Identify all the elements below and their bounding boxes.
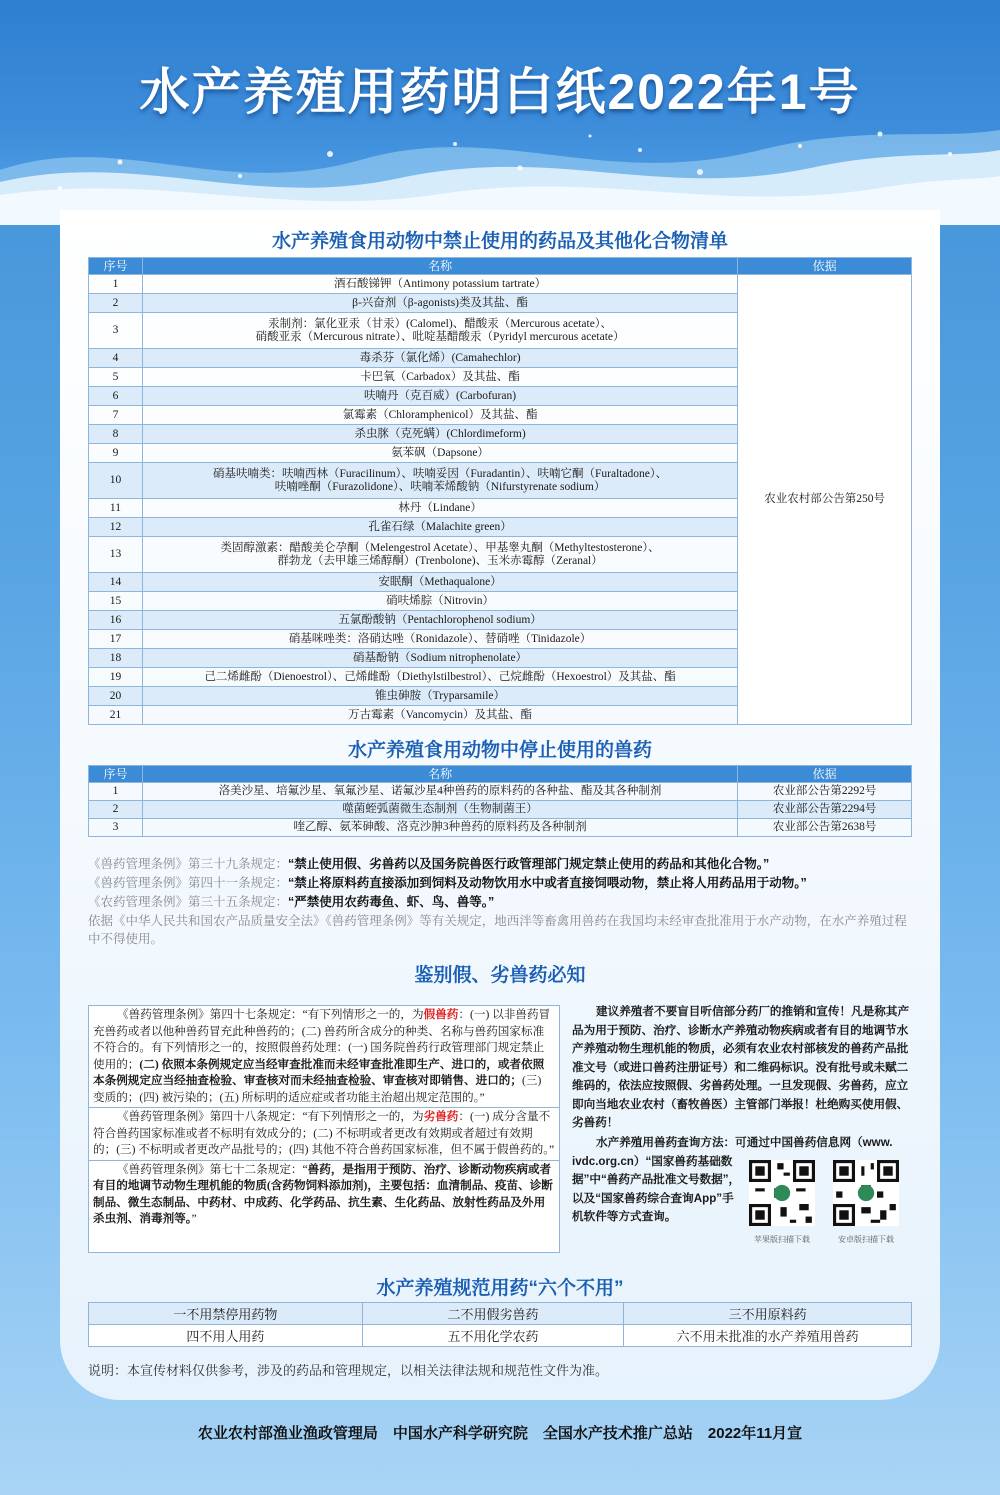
drug-name-line: 酒石酸锑钾（Antimony potassium tartrate） — [334, 277, 547, 290]
row-number: 14 — [89, 573, 143, 592]
drug-name-line: 群勃龙（去甲雄三烯醇酮）(Trenbolone)、玉米赤霉醇（Zeranal） — [277, 554, 603, 567]
basis-cell: 农业部公告第2294号 — [738, 801, 912, 819]
drug-name — [142, 573, 737, 592]
drug-name-line: 孔雀石绿（Malachite green） — [368, 520, 512, 533]
row-number: 3 — [89, 313, 143, 349]
column-header: 名称 — [142, 258, 737, 275]
drug-name — [142, 518, 737, 537]
rule-cell: 五不用化学农药 — [362, 1325, 624, 1347]
drug-name — [142, 499, 737, 518]
drug-name — [142, 611, 737, 630]
drug-name-line: 氯霉素（Chloramphenicol）及其盐、酯 — [342, 408, 538, 421]
drug-name-line: 硝基呋喃类：呋喃西林（Furacilinum）、呋喃妥因（Furadantin）、呋喃它酮（Furaltadone）、 — [212, 467, 668, 480]
row-number: 2 — [89, 801, 143, 819]
row-number: 18 — [89, 649, 143, 668]
row-number: 10 — [89, 463, 143, 499]
rule-cell: 六不用未批准的水产养殖用兽药 — [624, 1325, 912, 1347]
qr-caption: 苹果版扫描下载 — [754, 1235, 810, 1244]
regulation-line: 《兽药管理条例》第四十一条规定：“禁止将原料药直接添加到饲料及动物饮用水中或者直接饲喂动物，禁止将人用药品用于动物。” — [88, 876, 807, 890]
column-header: 依据 — [738, 258, 912, 275]
regulation-line: 《兽药管理条例》第三十九条规定：“禁止使用假、劣兽药以及国务院兽医行政管理部门规定禁止使用的药品和其他化合物。” — [88, 857, 770, 871]
row-number: 19 — [89, 668, 143, 687]
row-number: 2 — [89, 294, 143, 313]
row-number: 6 — [89, 387, 143, 406]
drug-name-line: 杀虫脒（克死螨）(Chlordimeform) — [354, 427, 526, 440]
drug-name — [142, 275, 737, 294]
row-number: 5 — [89, 368, 143, 387]
drug-name-line: 氨苯砜（Dapsone） — [391, 446, 489, 459]
drug-name — [142, 706, 737, 725]
row-number: 7 — [89, 406, 143, 425]
table1-title: 水产养殖食用动物中禁止使用的药品及其他化合物清单 — [271, 231, 728, 252]
drug-name — [142, 444, 737, 463]
column-header: 序号 — [89, 258, 143, 275]
drug-name-line: β-兴奋剂（β-agonists)类及其盐、酯 — [352, 296, 529, 309]
drug-name — [142, 294, 737, 313]
row-number: 3 — [89, 819, 143, 837]
drug-name-line: 呋喃丹（克百威）(Carbofuran) — [364, 389, 517, 402]
drug-name-line: 己二烯雌酚（Dienoestrol）、己烯雌酚（Diethylstilbestrol）、己烷雌酚（Hexoestrol）及其盐、酯 — [204, 670, 676, 683]
drug-name — [142, 463, 737, 499]
drug-name — [142, 668, 737, 687]
drug-name-line: 硝基酚钠（Sodium nitrophenolate） — [353, 651, 528, 664]
row-number: 17 — [89, 630, 143, 649]
drug-name — [142, 387, 737, 406]
qr-caption: 安卓版扫描下载 — [838, 1235, 894, 1244]
column-header: 序号 — [89, 766, 143, 783]
law-articles-box — [88, 1005, 560, 1253]
wave-decoration — [0, 110, 1000, 225]
footer-publishers: 农业农村部渔业渔政管理局 中国水产科学研究院 全国水产技术推广总站 2022年11月宣 — [197, 1425, 803, 1442]
table-row — [89, 783, 912, 801]
drug-name: 喹乙醇、氨苯砷酸、洛克沙胂3种兽药的原料药及各种制剂 — [142, 819, 737, 837]
row-number: 4 — [89, 349, 143, 368]
six-rules-title: 水产养殖规范用药“六个不用” — [376, 1278, 624, 1299]
drug-name — [142, 406, 737, 425]
drug-name-line: 五氯酚酸钠（Pentachlorophenol sodium） — [338, 613, 542, 626]
table2-title: 水产养殖食用动物中停止使用的兽药 — [347, 740, 652, 761]
banned-drugs-table — [88, 257, 912, 725]
row-number: 20 — [89, 687, 143, 706]
row-number: 9 — [89, 444, 143, 463]
column-header: 名称 — [142, 766, 737, 783]
drug-name-line: 类固醇激素：醋酸美仑孕酮（Melengestrol Acetate）、甲基睾丸酮（Methyltestosterone）、 — [220, 541, 660, 554]
row-number: 21 — [89, 706, 143, 725]
rule-cell: 二不用假劣兽药 — [362, 1303, 624, 1325]
page-title: 水产养殖用药明白纸2022年1号 — [139, 64, 861, 120]
drug-name: 洛美沙星、培氟沙星、氧氟沙星、诺氟沙星4种兽药的原料药的各种盐、酯及其各种制剂 — [142, 783, 737, 801]
drug-name — [142, 649, 737, 668]
drug-name — [142, 687, 737, 706]
row-number: 16 — [89, 611, 143, 630]
table-row — [89, 801, 912, 819]
article-47: 《兽药管理条例》第四十七条规定：“有下列情形之一的，为假兽药：(一) 以非兽药冒充兽药或者以他种兽药冒充此种兽药的；(二) 兽药所含成分的种类、名称与兽药国家标准不符合的。有下列情形之一的，按照假兽药处理：(一) 国务院兽药行政管理部门规定禁止使用的；(二) 依照本条例规定应当经审查批准而未经审查批准即生产、进口的，或者依照本条例规定应当经抽查检验、审查核对而未经抽查检验、审查核对即销售、进口的；(三) 变质的；(四) 被污染的；(五) 所标明的适应症或者功能主治超出规定范围的。” — [93, 1008, 551, 1104]
table-row — [89, 275, 912, 294]
drug-name — [142, 592, 737, 611]
query-method: 水产养殖用兽药查询方法：可通过中国兽药信息网（www. ivdc.org.cn）“国家兽药基础数据”中“兽药产品批准文号数据”，以及“国家兽药综合查询App”手机软件等方式查询。 — [572, 1136, 893, 1223]
row-number: 13 — [89, 537, 143, 573]
six-rules-table — [88, 1302, 912, 1347]
drug-name-line: 万古霉素（Vancomycin）及其盐、酯 — [348, 708, 533, 721]
row-number: 8 — [89, 425, 143, 444]
row-number: 15 — [89, 592, 143, 611]
drug-name — [142, 425, 737, 444]
drug-name: 噬菌蛭弧菌微生态制剂（生物制菌王） — [142, 801, 737, 819]
table-row — [89, 819, 912, 837]
drug-name-line: 硝呋烯腙（Nitrovin） — [386, 594, 495, 607]
row-number: 1 — [89, 275, 143, 294]
drug-name-line: 安眠酮（Methaqualone） — [378, 575, 502, 588]
row-number: 11 — [89, 499, 143, 518]
article-48: 《兽药管理条例》第四十八条规定：“有下列情形之一的，为劣兽药：(一) 成分含量不符合兽药国家标准或者不标明有效成分的；(二) 不标明或者更改有效期或者超过有效期的；(三) 不标明或者更改产品批号的；(四) 其他不符合兽药国家标准，但不属于假兽药的。” — [89, 1107, 559, 1160]
rule-cell: 四不用人用药 — [89, 1325, 363, 1347]
qr-code-icon[interactable] — [833, 1160, 899, 1226]
drug-name — [142, 313, 737, 349]
drug-name-line: 毒杀芬（氯化烯）(Camahechlor) — [359, 351, 521, 364]
drug-name-line: 林丹（Lindane） — [398, 501, 482, 514]
stopped-drugs-table — [88, 765, 912, 837]
drug-name — [142, 349, 737, 368]
drug-name-line: 卡巴氧（Carbadox）及其盐、酯 — [360, 370, 520, 383]
law-note: 依据《中华人民共和国农产品质量安全法》《兽药管理条例》等有关规定，地西泮等畜禽用兽药在我国均未经审查批准用于水产动物，在水产养殖过程中不得使用。 — [88, 914, 907, 946]
article-72: 《兽药管理条例》第七十二条规定：“兽药，是指用于预防、治疗、诊断动物疾病或者有目的地调节动物生理机能的物质(含药物饲料添加剂)，主要包括：血清制品、疫苗、诊断制品、微生态制品、中药材、中成药、化学药品、抗生素、生化药品、放射性药品及外用杀虫剂、消毒剂等。” — [89, 1160, 559, 1229]
rule-cell: 一不用禁停用药物 — [89, 1303, 363, 1325]
regulation-line: 《农药管理条例》第三十五条规定：“严禁使用农药毒鱼、虾、鸟、兽等。” — [88, 895, 495, 909]
basis-cell: 农业部公告第2638号 — [738, 819, 912, 837]
row-number: 1 — [89, 783, 143, 801]
qr-code-icon[interactable] — [749, 1160, 815, 1226]
column-header: 依据 — [738, 766, 912, 783]
drug-name-line: 硝基咪唑类：洛硝达唑（Ronidazole）、替硝唑（Tinidazole） — [288, 632, 592, 645]
identify-title: 鉴别假、劣兽药必知 — [414, 965, 586, 986]
drug-name-line: 呋喃唑酮（Furazolidone）、呋喃苯烯酸钠（Nifurstyrenate sodium） — [274, 480, 606, 493]
rule-cell: 三不用原料药 — [624, 1303, 912, 1325]
drug-name-line: 硝酸亚汞（Mercurous nitrate）、吡啶基醋酸汞（Pyridyl mercurous acetate） — [255, 330, 625, 343]
row-number: 12 — [89, 518, 143, 537]
drug-name-line: 锥虫砷胺（Tryparsamile） — [375, 689, 506, 702]
basis-cell: 农业农村部公告第250号 — [738, 275, 912, 725]
drug-name — [142, 630, 737, 649]
advice-text: 建议养殖者不要盲目听信部分药厂的推销和宣传！凡是称其产品为用于预防、治疗、诊断水产养殖动物疾病或者有目的地调节水产养殖动物生理机能的物质，必须有农业农村部核发的兽药产品批准文号（或进口兽药注册证号）和二维码标识。没有批号或未赋二维码的，依法应按照假、劣兽药处理。一旦发现假、劣兽药，应立即向当地农业农村（畜牧兽医）主管部门举报！杜绝购买使用假、劣兽药！ — [572, 1005, 910, 1129]
disclaimer-note: 说明：本宣传材料仅供参考，涉及的药品和管理规定，以相关法律法规和规范性文件为准。 — [88, 1363, 609, 1378]
drug-name — [142, 368, 737, 387]
drug-name-line: 汞制剂：氯化亚汞（甘汞）(Calomel)、醋酸汞（Mercurous acetate）、 — [268, 317, 613, 330]
header-banner — [0, 0, 1000, 215]
drug-name — [142, 537, 737, 573]
basis-cell: 农业部公告第2292号 — [738, 783, 912, 801]
